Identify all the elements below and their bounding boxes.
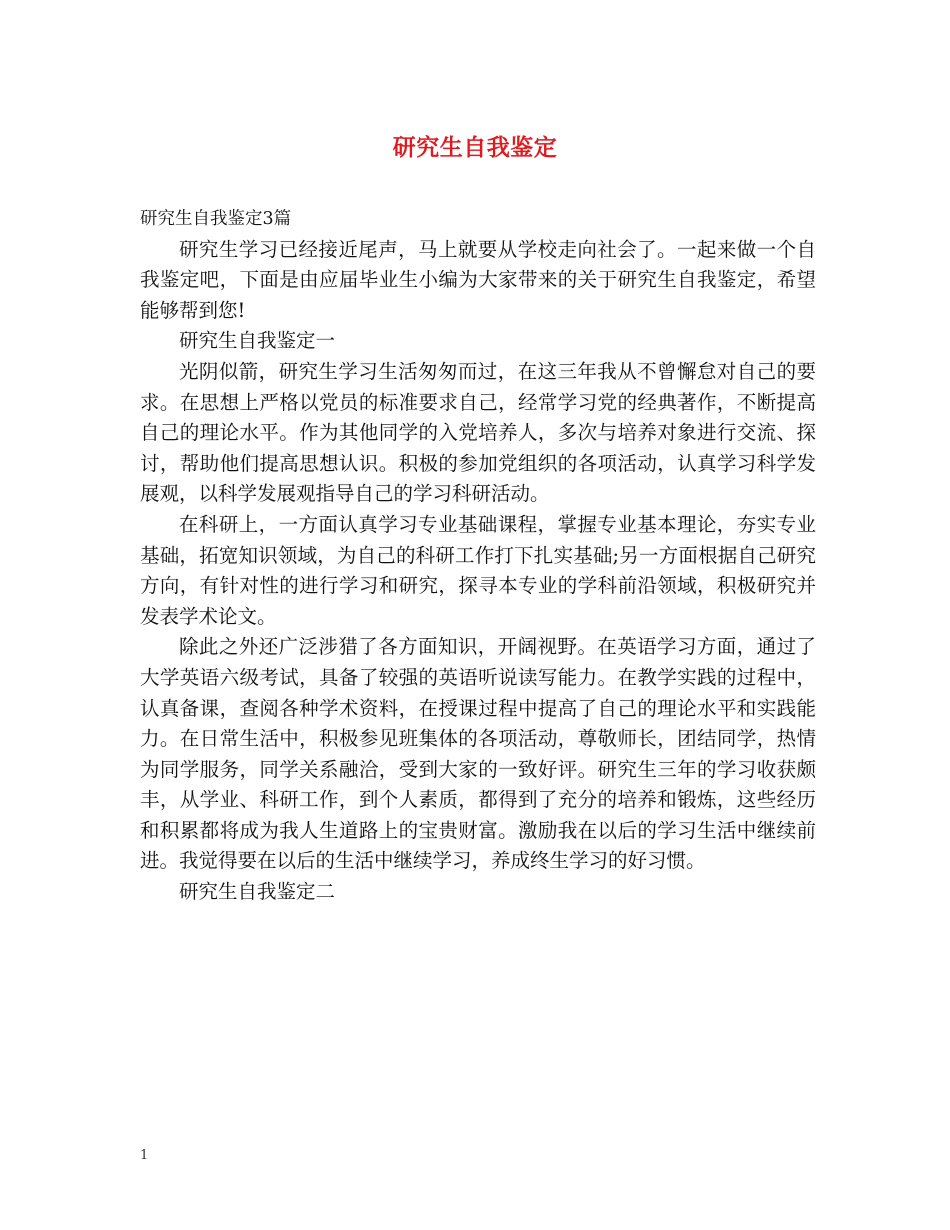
document-title: 研究生自我鉴定 (392, 134, 558, 161)
section-heading-two: 研究生自我鉴定二 (179, 880, 336, 904)
paragraph-other-knowledge: 除此之外还广泛涉猎了各方面知识，开阔视野。在英语学习方面，通过了大学英语六级考试，具备了较强的英语听说读写能力。在教学实践的过程中，认真备课，查阅各种学术资料，在授课过程中提高了自己的理论水平和实践能力。在日常生活中，积极参见班集体的各项活动，尊敬师长，团结同学，热情为同学服务，同学关系融洽，受到大家的一致好评。研究生三年的学习收获颇丰，从学业、科研工作，到个人素质，都得到了充分的培养和锻炼，这些经历和积累都将成为我人生道路上的宝贵财富。激励我在以后的学习生活中继续前进。我觉得要在以后的生活中继续学习，养成终生学习的好习惯。 (140, 635, 816, 873)
page-number: 1 (140, 1148, 149, 1163)
paragraph-research: 在科研上，一方面认真学习专业基础课程，掌握专业基本理论，夯实专业基础，拓宽知识领域，为自己的科研工作打下扎实基础;另一方面根据自己研究方向，有针对性的进行学习和研究，探寻本专业的学科前沿领域，积极研究并发表学术论文。 (140, 512, 816, 628)
paragraph-politics: 光阴似箭，研究生学习生活匆匆而过，在这三年我从不曾懈怠对自己的要求。在思想上严格以党员的标准要求自己，经常学习党的经典著作，不断提高自己的理论水平。作为其他同学的入党培养人，多次与培养对象进行交流、探讨，帮助他们提高思想认识。积极的参加党组织的各项活动，认真学习科学发展观，以科学发展观指导自己的学习科研活动。 (140, 359, 816, 506)
intro-paragraph: 研究生学习已经接近尾声，马上就要从学校走向社会了。一起来做一个自我鉴定吧，下面是由应届毕业生小编为大家带来的关于研究生自我鉴定，希望能够帮到您! (140, 237, 816, 322)
document-body (140, 204, 816, 908)
section-heading-one: 研究生自我鉴定一 (179, 329, 336, 353)
document-subtitle: 研究生自我鉴定3篇 (140, 209, 292, 229)
